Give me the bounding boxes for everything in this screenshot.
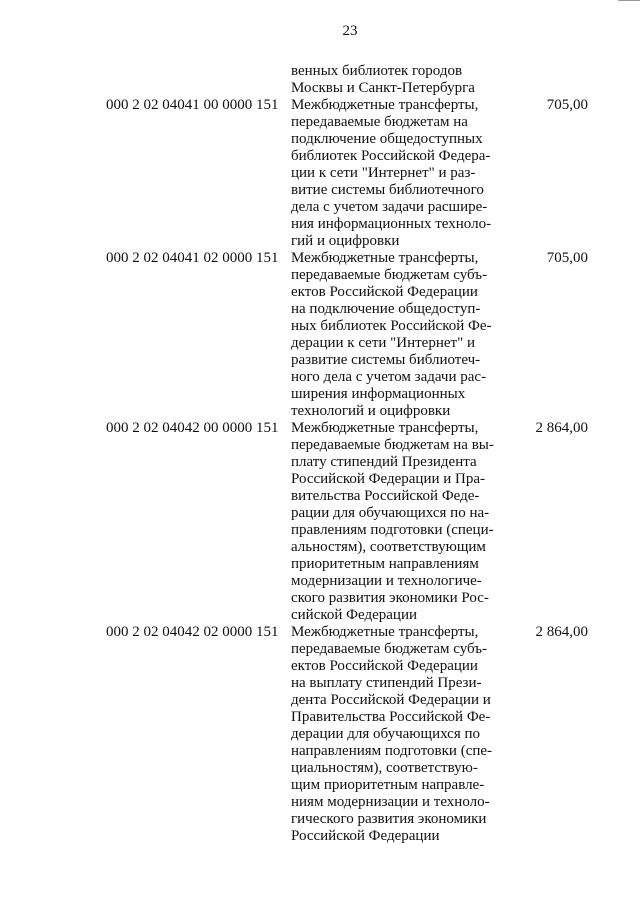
table-row [0, 250, 640, 420]
description-line: Межбюджетные трансферты, [291, 420, 479, 436]
description-line: венных библиотек городов [291, 63, 463, 79]
description-line: плату стипендий Президента [291, 454, 477, 470]
description-line: циальностям), соответствую- [291, 760, 478, 776]
description-line: приоритетным направлениям [291, 556, 479, 572]
description-line: направлениям подготовки (спе- [291, 743, 493, 759]
description-line: вительства Российской Феде- [291, 488, 480, 504]
row-description [291, 420, 506, 624]
description-line: ния информационных техноло- [291, 216, 492, 232]
description-line: передаваемые бюджетам субъ- [291, 267, 488, 283]
description-line: Российской Федерации и Пра- [291, 471, 486, 487]
description-line: дерации для обучающихся по [291, 726, 480, 742]
description-line: передаваемые бюджетам на вы- [291, 437, 494, 453]
description-line: развитие системы библиотеч- [291, 352, 481, 368]
description-line: ных библиотек Российской Фе- [291, 318, 492, 334]
description-line: ции к сети "Интернет" и раз- [291, 165, 476, 181]
description-line: подключение общедоступных [291, 131, 483, 147]
budget-table [0, 63, 640, 845]
description-line: Межбюджетные трансферты, [291, 624, 479, 640]
description-line: гического развития экономики [291, 811, 487, 827]
continuation-row [0, 63, 640, 97]
row-amount: 2 864,00 [535, 624, 588, 640]
description-line: ного дела с учетом задачи рас- [291, 369, 487, 385]
description-line: ского развития экономики Рос- [291, 590, 489, 606]
description-line: ектов Российской Федерации [291, 284, 478, 300]
row-amount: 705,00 [546, 250, 588, 266]
description-line: дела с учетом задачи расшире- [291, 199, 488, 215]
description-line: библиотек Российской Федера- [291, 148, 491, 164]
scan-edge-mark [618, 0, 640, 4]
budget-code: 000 2 02 04041 02 0000 151 [106, 250, 279, 266]
description-line: Москвы и Санкт-Петербурга [291, 80, 475, 96]
description-line: модернизации и технологиче- [291, 573, 482, 589]
description-line: на выплату стипендий Прези- [291, 675, 482, 691]
description-line: технологий и оцифровки [291, 403, 451, 419]
description-line: передаваемые бюджетам на [291, 114, 468, 130]
description-line: витие системы библиотечного [291, 182, 484, 198]
description-line: ектов Российской Федерации [291, 658, 478, 674]
table-row [0, 97, 640, 250]
table-row [0, 420, 640, 624]
row-description [291, 97, 506, 250]
page-number: 23 [342, 23, 358, 39]
description-line: гий и оцифровки [291, 233, 400, 249]
budget-code: 000 2 02 04041 00 0000 151 [106, 97, 279, 113]
row-amount: 705,00 [546, 97, 588, 113]
description-line: на подключение общедоступ- [291, 301, 481, 317]
row-description [291, 624, 506, 845]
description-line: дерации к сети "Интернет" и [291, 335, 475, 351]
description-line: ширения информационных [291, 386, 466, 402]
row-description [291, 250, 506, 420]
description-line: дента Российской Федерации и [291, 692, 491, 708]
description-line: Межбюджетные трансферты, [291, 250, 479, 266]
row-amount: 2 864,00 [535, 420, 588, 436]
description-line: правлениям подготовки (специ- [291, 522, 494, 538]
description-line: передаваемые бюджетам субъ- [291, 641, 488, 657]
description-line: сийской Федерации [291, 607, 418, 623]
table-row [0, 624, 640, 845]
description-line: щим приоритетным направле- [291, 777, 485, 793]
budget-code: 000 2 02 04042 02 0000 151 [106, 624, 279, 640]
description-line: Межбюджетные трансферты, [291, 97, 479, 113]
description-line: рации для обучающихся по на- [291, 505, 490, 521]
description-line: Правительства Российской Фе- [291, 709, 491, 725]
description-line: ниям модернизации и техноло- [291, 794, 490, 810]
budget-code: 000 2 02 04042 00 0000 151 [106, 420, 279, 436]
description-line: альностям), соответствующим [291, 539, 486, 555]
continuation-description [291, 63, 506, 97]
description-line: Российской Федерации [291, 828, 440, 844]
